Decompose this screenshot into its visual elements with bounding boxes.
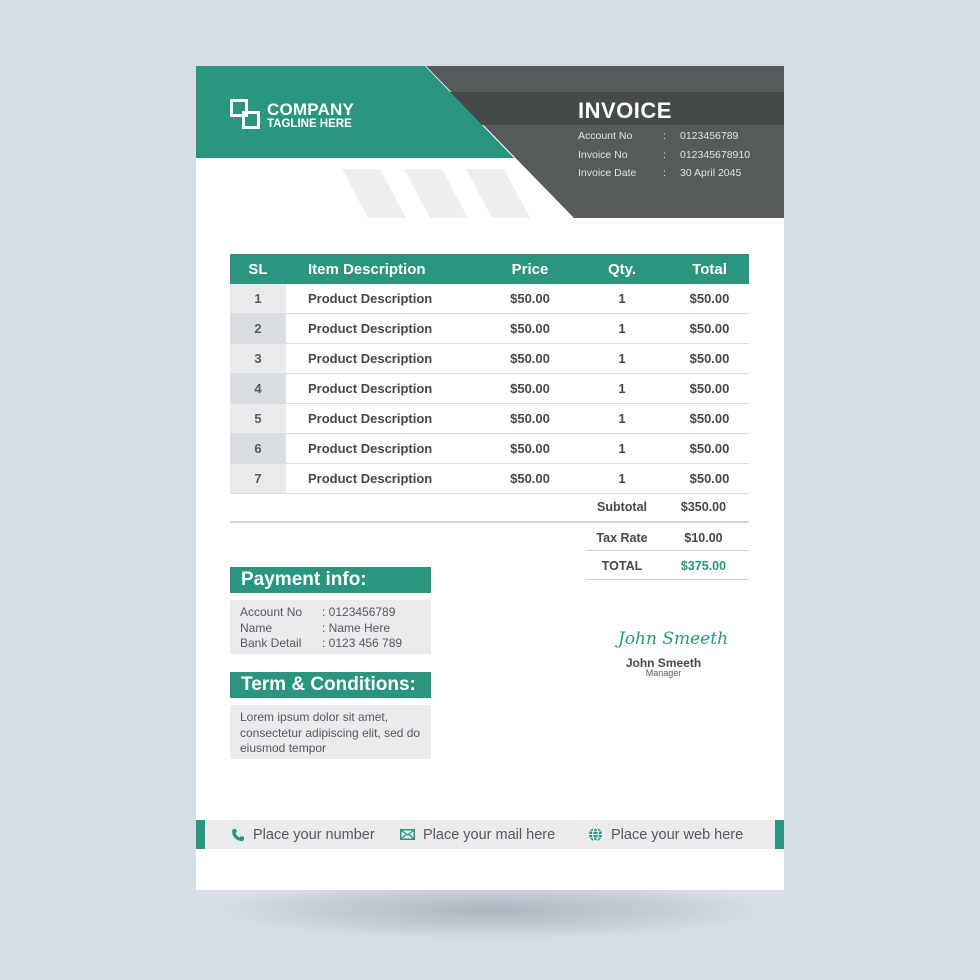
subtotal-label: Subtotal — [597, 500, 647, 514]
row-total: $50.00 — [689, 381, 730, 396]
row-qty: 1 — [618, 471, 626, 486]
row-price: $50.00 — [510, 321, 550, 336]
footer-accent-right — [775, 820, 784, 849]
table-row — [230, 464, 749, 494]
contact-footer — [196, 820, 784, 849]
row-price: $50.00 — [510, 411, 550, 426]
row-total: $50.00 — [689, 351, 730, 366]
payment-row — [240, 636, 421, 652]
row-description: Product Description — [308, 321, 433, 336]
row-total: $50.00 — [689, 441, 730, 456]
row-sl: 6 — [230, 434, 286, 463]
meta-label: Invoice No — [578, 149, 628, 161]
row-sl: 2 — [230, 314, 286, 343]
tax-value: $10.00 — [684, 531, 723, 545]
total-label: TOTAL — [601, 559, 643, 573]
header-qty: Qty. — [607, 260, 637, 278]
tax-label: Tax Rate — [596, 531, 648, 545]
phone-icon — [231, 828, 245, 842]
payment-label: Bank Detail — [240, 636, 302, 650]
invoice-title: INVOICE — [578, 98, 672, 123]
row-qty: 1 — [618, 321, 626, 336]
row-qty: 1 — [618, 441, 626, 456]
header-total: Total — [692, 260, 727, 278]
decor-stripe — [466, 169, 530, 218]
web-text: Place your web here — [611, 826, 744, 843]
footer-mail — [400, 820, 555, 849]
footer-accent-left — [196, 820, 205, 849]
table-row — [230, 434, 749, 464]
payment-info-box — [230, 600, 431, 654]
row-total: $50.00 — [689, 471, 730, 486]
row-price: $50.00 — [510, 441, 550, 456]
row-description: Product Description — [308, 291, 433, 306]
signature-script: John Smeeth — [618, 629, 729, 649]
meta-value: 0123456789 — [680, 130, 739, 142]
tax-row — [586, 521, 749, 550]
payment-value: : Name Here — [322, 620, 391, 635]
footer-web — [588, 820, 743, 849]
meta-sep: : — [663, 167, 666, 179]
total-row — [586, 550, 749, 580]
row-price: $50.00 — [510, 381, 550, 396]
row-qty: 1 — [618, 291, 626, 306]
meta-value: 30 April 2045 — [680, 167, 742, 179]
row-price: $50.00 — [510, 291, 550, 306]
company-name: COMPANY — [267, 100, 355, 119]
payment-info-title: Payment info: — [230, 567, 431, 593]
row-sl: 7 — [230, 464, 286, 493]
payment-row — [240, 621, 421, 637]
row-sl: 5 — [230, 404, 286, 433]
globe-icon — [588, 827, 603, 842]
row-description: Product Description — [308, 441, 433, 456]
meta-label: Invoice Date — [578, 167, 637, 179]
payment-label: Account No — [240, 605, 303, 619]
header-price: Price — [511, 260, 549, 278]
table-row — [230, 404, 749, 434]
mail-icon — [400, 829, 415, 840]
row-description: Product Description — [308, 411, 433, 426]
terms-title: Term & Conditions: — [230, 672, 431, 698]
meta-label: Account No — [578, 130, 633, 142]
table-row — [230, 374, 749, 404]
row-total: $50.00 — [689, 291, 730, 306]
total-value: $375.00 — [680, 559, 727, 573]
items-table — [230, 254, 749, 494]
table-row — [230, 314, 749, 344]
payment-label: Name — [240, 620, 273, 635]
meta-value: 012345678910 — [680, 149, 751, 161]
row-total: $50.00 — [689, 321, 730, 336]
header-description: Item Description — [308, 260, 426, 278]
subtotal-value: $350.00 — [680, 500, 727, 514]
payment-value: : 0123456789 — [322, 605, 396, 619]
table-header — [230, 254, 749, 284]
company-tagline: TAGLINE HERE — [267, 118, 352, 130]
row-price: $50.00 — [510, 471, 550, 486]
row-qty: 1 — [618, 351, 626, 366]
signer-name: John Smeeth — [625, 656, 702, 670]
row-description: Product Description — [308, 471, 433, 486]
row-sl: 3 — [230, 344, 286, 373]
row-qty: 1 — [618, 411, 626, 426]
subtotal-row — [586, 493, 749, 521]
meta-sep: : — [663, 130, 666, 142]
phone-text: Place your number — [253, 826, 375, 843]
table-row — [230, 284, 749, 314]
row-description: Product Description — [308, 381, 433, 396]
decor-stripe — [404, 169, 468, 218]
row-total: $50.00 — [689, 411, 730, 426]
row-sl: 1 — [230, 284, 286, 313]
terms-text: Lorem ipsum dolor sit amet, consectetur adipiscing elit, sed do eiusmod tempor — [230, 705, 431, 759]
invoice-page — [196, 66, 784, 890]
meta-sep: : — [663, 149, 666, 161]
row-price: $50.00 — [510, 351, 550, 366]
signer-role: Manager — [645, 668, 682, 678]
footer-phone — [231, 820, 375, 849]
row-sl: 4 — [230, 374, 286, 403]
row-qty: 1 — [618, 381, 626, 396]
table-row — [230, 344, 749, 374]
header-sl: SL — [248, 260, 268, 278]
row-description: Product Description — [308, 351, 433, 366]
decor-stripe — [342, 169, 406, 218]
mail-text: Place your mail here — [423, 826, 556, 843]
payment-row — [240, 605, 421, 621]
payment-value: : 0123 456 789 — [322, 636, 403, 650]
company-logo-icon — [230, 99, 262, 131]
